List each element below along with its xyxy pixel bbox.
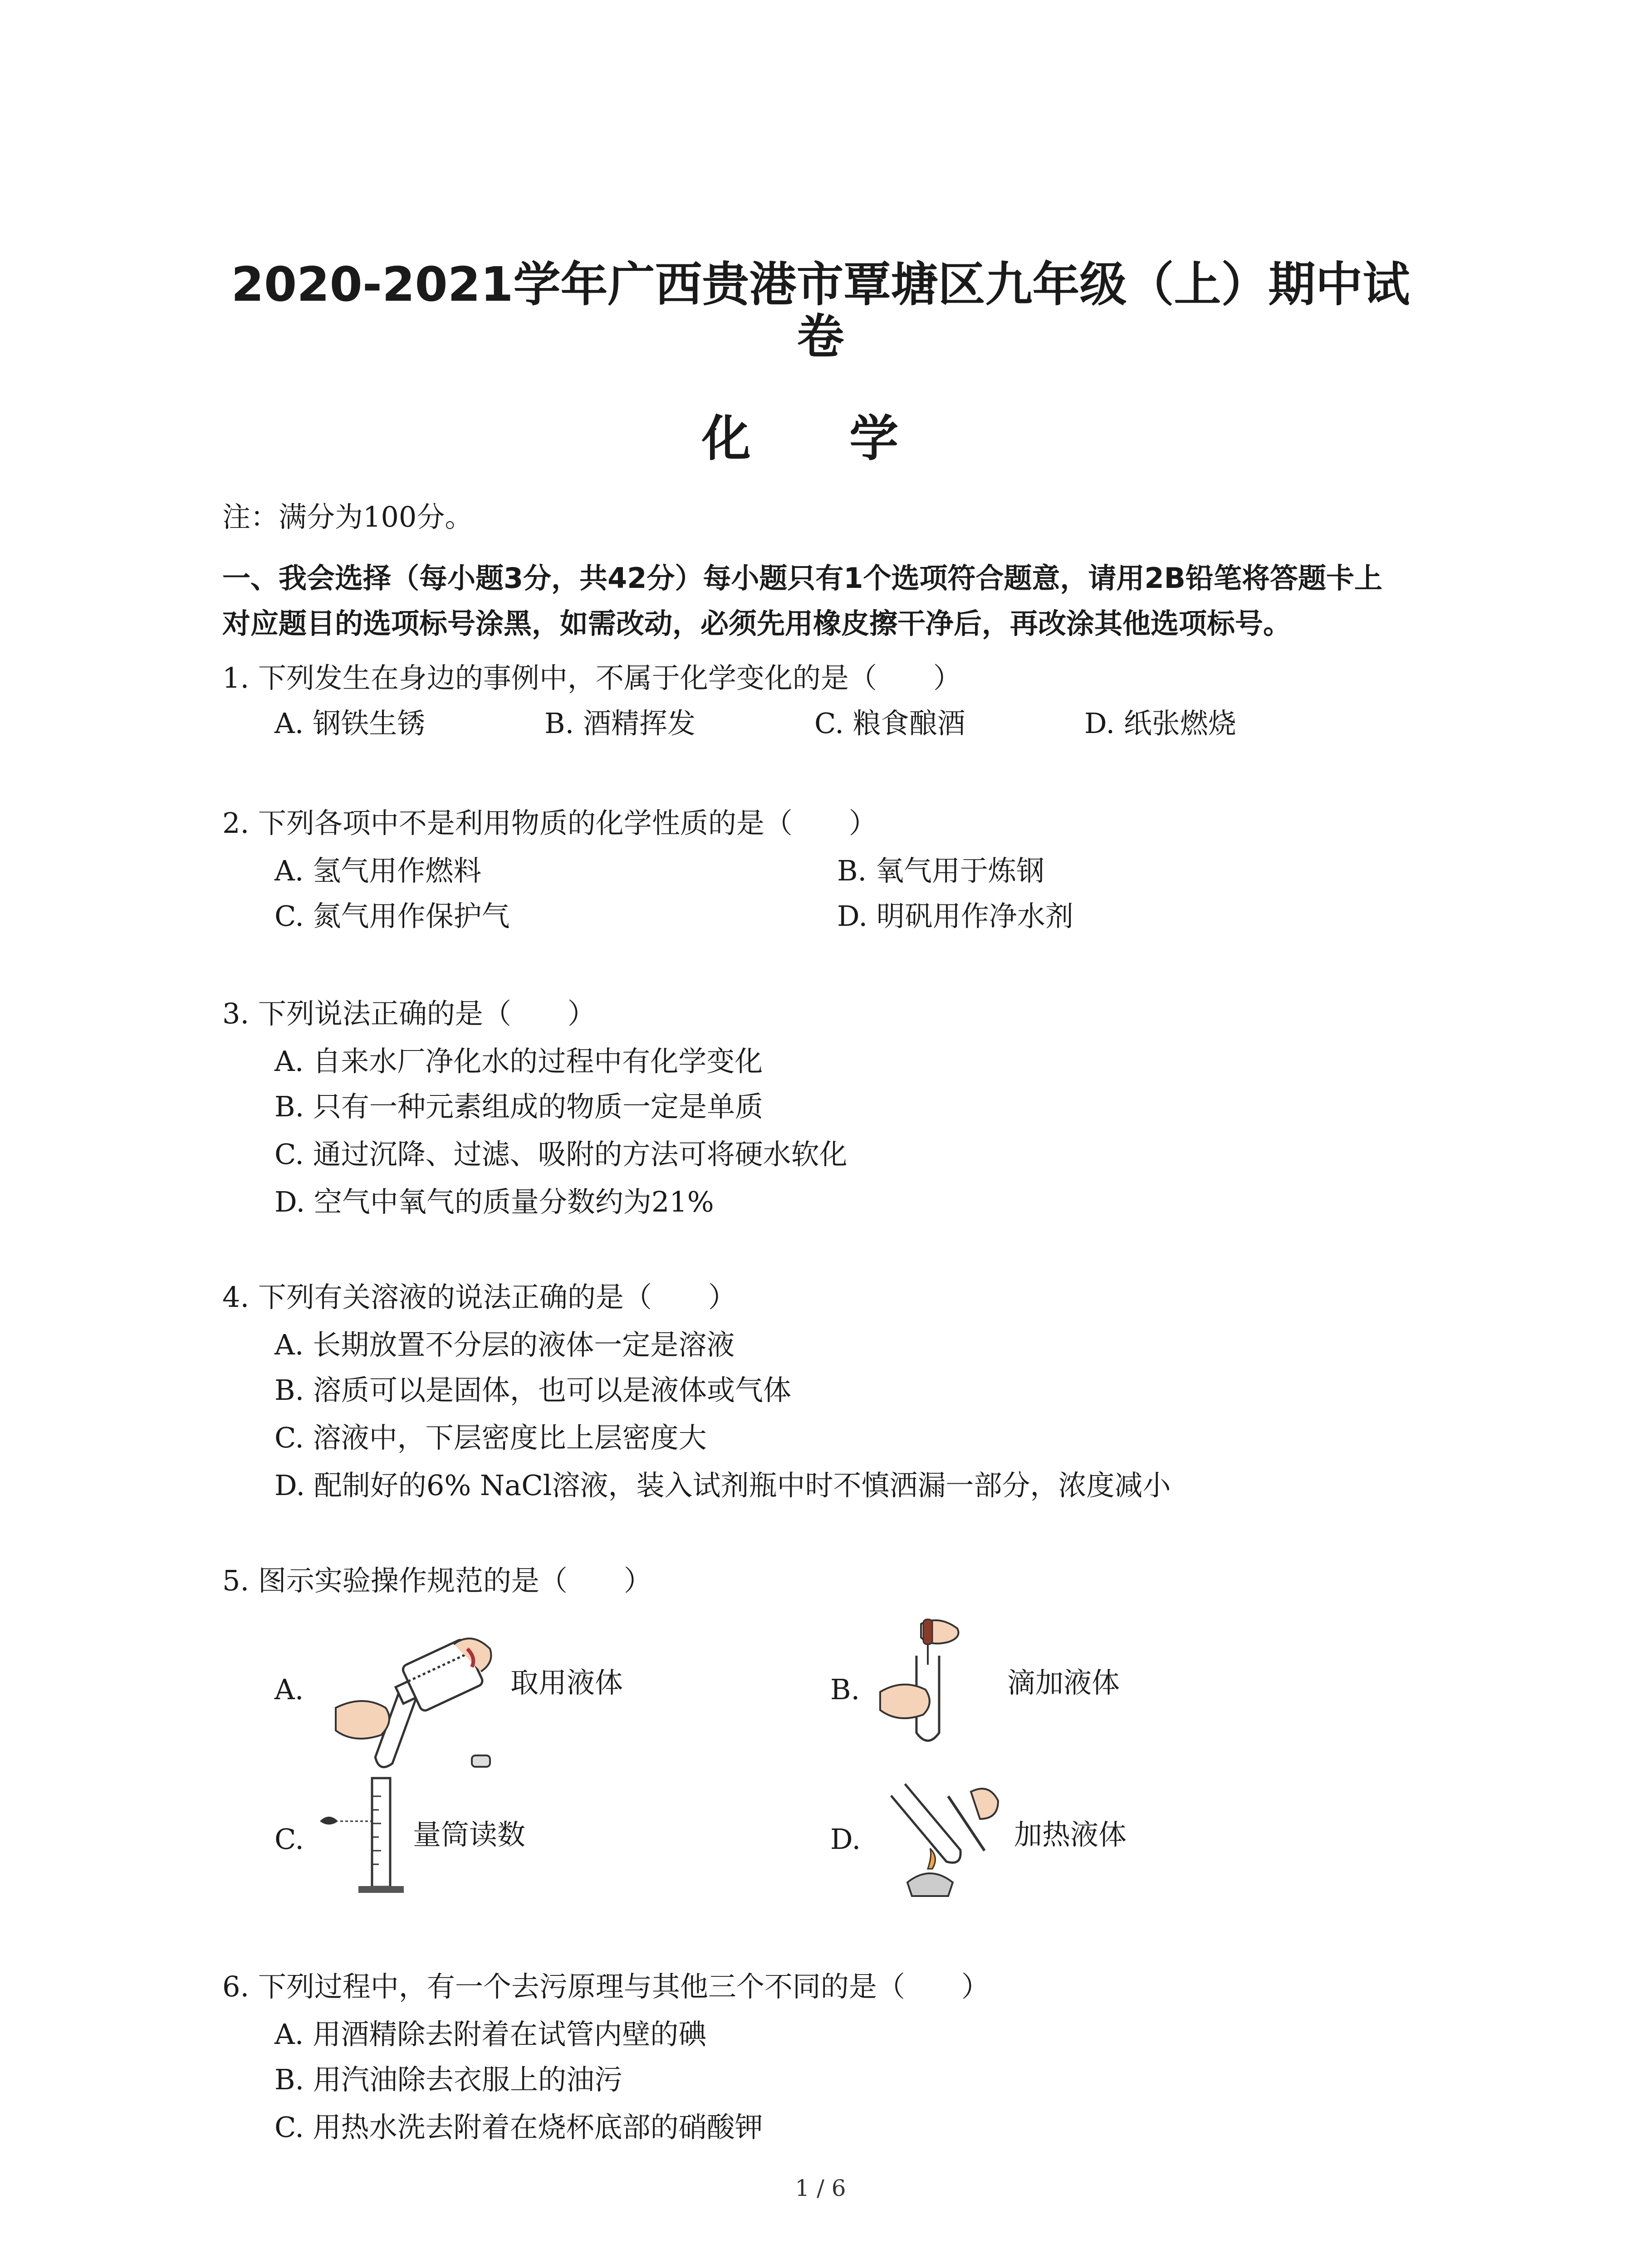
score-note: 注：满分为100分。	[222, 500, 473, 533]
heating-liquid-figure	[871, 1760, 1016, 1905]
exam-title-line1: 2020-2021学年广西贵港市覃塘区九年级（上）期中试	[231, 257, 1410, 312]
question-4-stem: 4. 下列有关溶液的说法正确的是（ ）	[222, 1281, 736, 1314]
q2-option-a: A. 氢气用作燃料	[274, 854, 482, 887]
q1-option-d: D. 纸张燃烧	[1084, 707, 1236, 740]
q5-caption-c: 量筒读数	[413, 1818, 526, 1851]
subject-title: 化 学	[701, 411, 940, 467]
q5-option-b-letter: B.	[830, 1673, 860, 1706]
q4-option-a: A. 长期放置不分层的液体一定是溶液	[274, 1328, 735, 1361]
q3-option-a: A. 自来水厂净化水的过程中有化学变化	[274, 1045, 763, 1078]
exam-title-line2: 卷	[797, 309, 844, 364]
q5-caption-b: 滴加液体	[1007, 1666, 1120, 1699]
q5-caption-d: 加热液体	[1014, 1818, 1127, 1851]
q2-option-b: B. 氧气用于炼钢	[837, 854, 1044, 887]
q5-caption-a: 取用液体	[510, 1666, 623, 1699]
q4-option-c: C. 溶液中，下层密度比上层密度大	[274, 1421, 707, 1454]
q1-option-a: A. 钢铁生锈	[274, 707, 426, 740]
q6-option-c: C. 用热水洗去附着在烧杯底部的硝酸钾	[274, 2111, 763, 2144]
question-5-stem: 5. 图示实验操作规范的是（ ）	[222, 1564, 652, 1597]
q3-option-b: B. 只有一种元素组成的物质一定是单质	[274, 1090, 763, 1123]
q5-option-d-letter: D.	[830, 1823, 861, 1856]
q5-option-c-letter: C.	[274, 1823, 304, 1856]
pouring-liquid-figure	[318, 1626, 508, 1780]
question-2-stem: 2. 下列各项中不是利用物质的化学性质的是（ ）	[222, 807, 877, 840]
dropping-liquid-figure	[871, 1615, 1007, 1751]
section1-instruction-line1: 一、我会选择（每小题3分，共42分）每小题只有1个选项符合题意，请用2B铅笔将答题卡上	[222, 562, 1382, 595]
q5-option-a-letter: A.	[274, 1673, 304, 1706]
q3-option-d: D. 空气中氧气的质量分数约为21%	[274, 1185, 714, 1218]
q6-option-a: A. 用酒精除去附着在试管内壁的碘	[274, 2018, 707, 2051]
q4-option-b: B. 溶质可以是固体，也可以是液体或气体	[274, 1374, 791, 1407]
q3-option-c: C. 通过沉降、过滤、吸附的方法可将硬水软化	[274, 1138, 847, 1171]
q1-option-c: C. 粮食酿酒	[814, 707, 965, 740]
q4-option-d: D. 配制好的6% NaCl溶液，装入试剂瓶中时不慎洒漏一部分，浓度减小	[274, 1469, 1171, 1502]
q2-option-d: D. 明矾用作净水剂	[837, 899, 1073, 933]
page-number: 1 / 6	[795, 2175, 846, 2201]
graduated-cylinder-figure	[313, 1769, 417, 1901]
q1-option-b: B. 酒精挥发	[544, 707, 696, 740]
section1-instruction-line2: 对应题目的选项标号涂黑，如需改动，必须先用橡皮擦干净后，再改涂其他选项标号。	[222, 607, 1292, 640]
q6-option-b: B. 用汽油除去衣服上的油污	[274, 2063, 622, 2096]
q2-option-c: C. 氮气用作保护气	[274, 899, 510, 933]
question-3-stem: 3. 下列说法正确的是（ ）	[222, 997, 596, 1030]
question-1-stem: 1. 下列发生在身边的事例中，不属于化学变化的是（ ）	[222, 661, 961, 694]
question-6-stem: 6. 下列过程中，有一个去污原理与其他三个不同的是（ ）	[222, 1970, 989, 2003]
